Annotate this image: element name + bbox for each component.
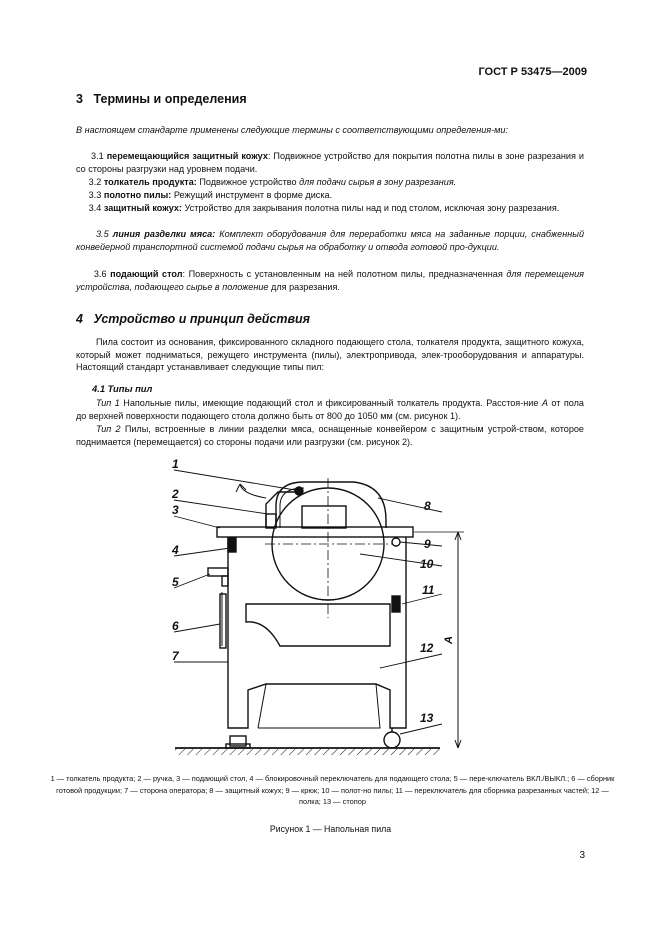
hook [392, 538, 400, 546]
subsection-4-1-title: 4.1 Типы пил [92, 383, 153, 394]
switch-housing [222, 576, 228, 586]
parts-switch [392, 596, 400, 612]
term-3-2: 3.2 толкатель продукта: Подвижное устройство для подачи сырья в зону разрезания. [88, 177, 457, 187]
term-3-1: 3.1 перемещающийся защитный кожух: Подвижное устройство для покрытия полотна пилы в зоне разрезания и со стороны разгрузки над уровнем подачи. [76, 151, 584, 174]
term-3-6: 3.6 подающий стол: Поверхность с установленным на ней полотном пилы, предназначенная для перемещения устройства, подающего сырье в положение для разрезания. [76, 269, 584, 292]
floor-hatch [175, 749, 440, 755]
section-3-heading: 3 Термины и определения [76, 92, 247, 106]
on-off-switch [208, 568, 228, 576]
callout-5: 5 [172, 575, 179, 589]
callout-2: 2 [172, 487, 179, 501]
callout-6: 6 [172, 619, 179, 633]
callout-12: 12 [420, 641, 434, 655]
section-3-intro: В настоящем стандарте применены следующие термины с соответствующими определения-ми: [76, 125, 509, 135]
figure-caption: Рисунок 1 — Напольная пила [269, 824, 392, 834]
term-3-3: 3.3 полотно пилы: Режущий инструмент в форме диска. [88, 190, 333, 200]
pusher-knob [295, 487, 303, 495]
base-arch [258, 684, 380, 728]
section-4-paragraph: Пила состоит из основания, фиксированного складного подающего стола, толкателя продукта, защитного кожуха, который может подниматься, режущего инструмента (пилы), электропривода, элек-трооборудования и аппаратуры. Настоящий стандарт устанавливает следующие типы пил: [76, 337, 584, 373]
section-4-heading: 4 Устройство и принцип действия [76, 312, 311, 326]
callout-7: 7 [172, 649, 179, 663]
page-number: 3 [579, 850, 585, 861]
term-3-4: 3.4 защитный кожух: Устройство для закрывания полотна пилы над и под столом, исключая зону разрезания. [88, 203, 560, 213]
callout-9: 9 [424, 537, 431, 551]
table-lock-switch [228, 538, 236, 552]
callout-4: 4 [172, 543, 179, 557]
term-3-5: 3.5 линия разделки мяса: Комплект оборудования для переработки мяса на заданные порции, снабженный конвейерной транспортной системой подачи сырья на обработку и отвода готовой про-дукции. [76, 229, 585, 252]
callout-3: 3 [172, 503, 179, 517]
figure-legend: 1 — толкатель продукта; 2 — ручка, 3 — подающий стол, 4 — блокировочный переключатель для подающего стола; 5 — пере-ключатель ВКЛ./ВЫКЛ.; 6 — сборник готовой продукции; 7 — сторона оператора; 8 — защитный кожух; 9 — крюк; 10 — полот-но пилы; 11 — переключатель для сборника разрезанных частей; 12 — полка; 13 — стопор [50, 774, 615, 806]
caster-wheel [384, 732, 400, 748]
callout-10: 10 [420, 557, 434, 571]
type-1-paragraph: Тип 1 Напольные пилы, имеющие подающий стол и фиксированный толкатель продукта. Расстоя-ние А от пола до верхней поверхности подающего стола должно быть от 800 до 1050 мм (см. рисунок 1). [76, 398, 584, 421]
guard-window [302, 506, 346, 528]
type-2-paragraph: Тип 2 Пилы, встроенные в линии разделки мяса, оснащенные конвейером с защитным устрой-ством, которое поднимается (перемещается) со стороны подачи или разгрузки (см. рисунок 2). [76, 424, 584, 447]
callout-13: 13 [420, 711, 434, 725]
callout-1: 1 [172, 458, 179, 471]
dimension-a-label: А [443, 636, 455, 644]
standard-header: ГОСТ Р 53475—2009 [478, 66, 587, 78]
product-collector [246, 604, 390, 646]
callout-8: 8 [424, 499, 431, 513]
callout-11: 11 [422, 583, 435, 597]
floor-saw-diagram [170, 458, 490, 758]
collector-tray [220, 594, 226, 648]
